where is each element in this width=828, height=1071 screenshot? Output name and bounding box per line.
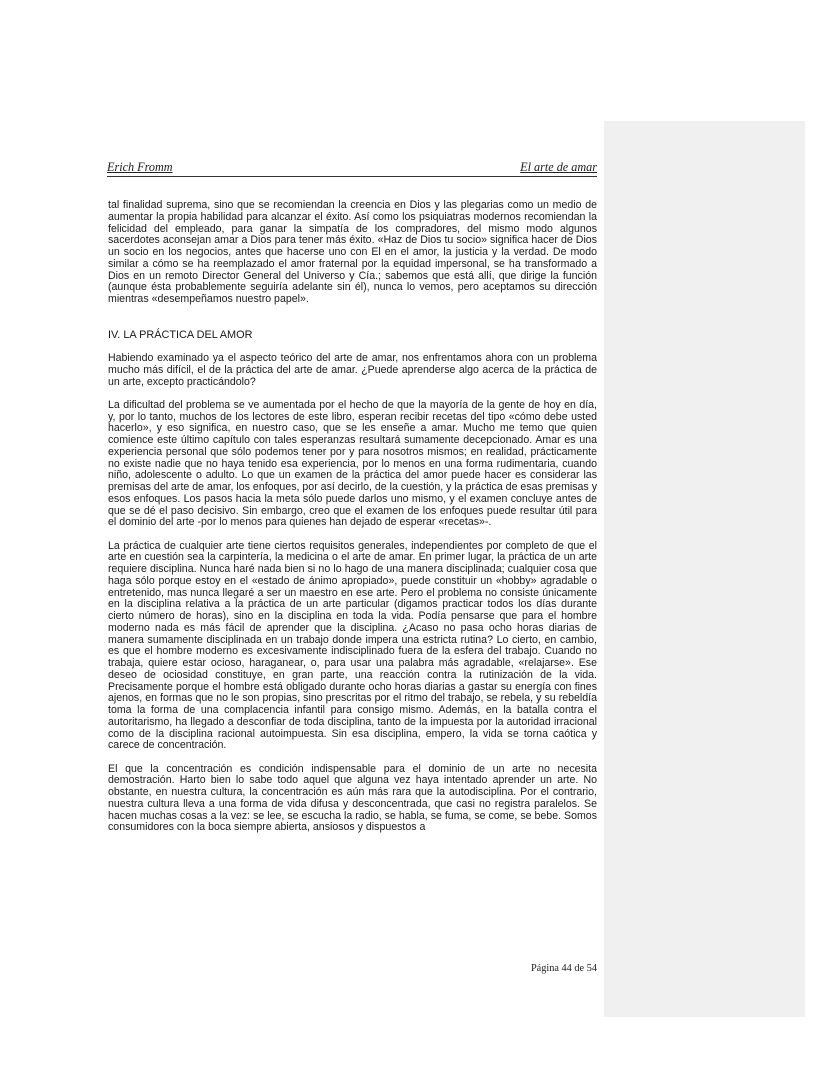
- paragraph: La dificultad del problema se ve aumentada por el hecho de que la mayoría de la gente de hoy en día, y, por lo tanto, muchos de los lectores de este libro, esperan recibir recetas del tipo «cómo debe usted hacerlo», y eso significa, en nuestro caso, que se les enseñe a amar. Mucho me temo que quien comience este último capítulo con tales esperanzas resultará sumamente decepcionado. Amar es una experiencia personal que sólo podemos tener por y para nosotros mismos; en realidad, prácticamente no existe nadie que no haya tenido esa experiencia, por lo menos en una forma rudimentaria, cuando niño, adolescente o adulto. Lo que un examen de la práctica del amor puede hacer es considerar las premisas del arte de amar, los enfoques, por así decirlo, de la cuestión, y la práctica de esas premisas y esos enfoques. Los pasos hacia la meta sólo puede darlos uno mismo, y el examen concluye antes de que se dé el paso decisivo. Sin embargo, creo que el examen de los enfoques puede resultar útil para el dominio del arte -por lo menos para quienes han dejado de esperar «recetas»-.: [108, 398, 597, 529]
- document-body: [108, 200, 597, 834]
- comment-margin-pane: [604, 121, 805, 1017]
- page-number: Página 44 de 54: [530, 963, 597, 974]
- header-author: Erich Fromm: [107, 160, 173, 174]
- paragraph: La práctica de cualquier arte tiene ciertos requisitos generales, independientes por completo de que el arte en cuestión sea la carpintería, la medicina o el arte de amar. En primer lugar, la práctica de un arte requiere disciplina. Nunca haré nada bien si no lo hago de una manera disciplinada; cualquier cosa que haga sólo porque estoy en el «estado de ánimo apropiado», puede constituir un «hobby» agradable o entretenido, mas nunca llegaré a ser un maestro en ese arte. Pero el problema no consiste únicamente en la disciplina relativa a la práctica de un arte particular (digamos practicar todos los días durante cierto número de horas), sino en la disciplina en toda la vida. Podía pensarse que para el hombre moderno nada es más fácil de aprender que la disciplina. ¿Acaso no pasa ocho horas diarias de manera sumamente disciplinada en un trabajo donde impera una estricta rutina? Lo cierto, en cambio, es que el hombre moderno es excesivamente indisciplinado fuera de la esfera del trabajo. Cuando no trabaja, quiere estar ocioso, haraganear, o, para usar una palabra más agradable, «relajarse». Ese deseo de ociosidad constituye, en gran parte, una reacción contra la rutinización de la vida. Precisamente porque el hombre está obligado durante ocho horas diarias a gastar su energía con fines ajenos, en formas que no le son propias, sino prescritas por el ritmo del trabajo, se rebela, y su rebeldía toma la forma de una complacencia infantil para consigo mismo. Además, en la batalla contra el autoritarismo, ha llegado a desconfiar de toda disciplina, tanto de la impuesta por la autoridad irracional como de la disciplina racional autoimpuesta. Sin esa disciplina, empero, la vida se torna caótica y carece de concentración.: [108, 539, 597, 752]
- header-book-title: El arte de amar: [520, 160, 597, 174]
- section-heading: IV. LA PRÁCTICA DEL AMOR: [108, 328, 253, 341]
- paragraph: Habiendo examinado ya el aspecto teórico del arte de amar, nos enfrentamos ahora con un problema mucho más difícil, el de la práctica del arte de amar. ¿Puede aprenderse algo acerca de la práctica de un arte, excepto practicándolo?: [108, 352, 597, 388]
- running-header: [107, 161, 597, 177]
- paragraph: El que la concentración es condición indispensable para el dominio de un arte no necesita demostración. Harto bien lo sabe todo aquel que alguna vez haya intentado aprender un arte. No obstante, en nuestra cultura, la concentración es aún más rara que la autodisciplina. Por el contrario, nuestra cultura lleva a una forma de vida difusa y desconcentrada, que casi no registra paralelos. Se hacen muchas cosas a la vez: se lee, se escucha la radio, se habla, se fuma, se come, se bebe. Somos consumidores con la boca siempre abierta, ansiosos y dispuestos a: [108, 762, 597, 834]
- paragraph-continuation: tal finalidad suprema, sino que se recomiendan la creencia en Dios y las plegarias como un medio de aumentar la propia habilidad para alcanzar el éxito. Así como los psiquiatras modernos recomiendan la felicidad del empleado, para ganar la simpatía de los compradores, del mismo modo algunos sacerdotes aconsejan amar a Dios para tener más éxito. «Haz de Dios tu socio» significa hacer de Dios un socio en los negocios, antes que hacerse uno con El en el amor, la justicia y la verdad. De modo similar a cómo se ha reemplazado el amor fraternal por la equidad impersonal, se ha transformado a Dios en un remoto Director General del Universo y Cía.; sabemos que está allí, que dirige la función (aunque ésta probablemente seguiría adelante sin él), nunca lo vemos, pero aceptamos su dirección mientras «desempeñamos nuestro papel».: [108, 199, 597, 305]
